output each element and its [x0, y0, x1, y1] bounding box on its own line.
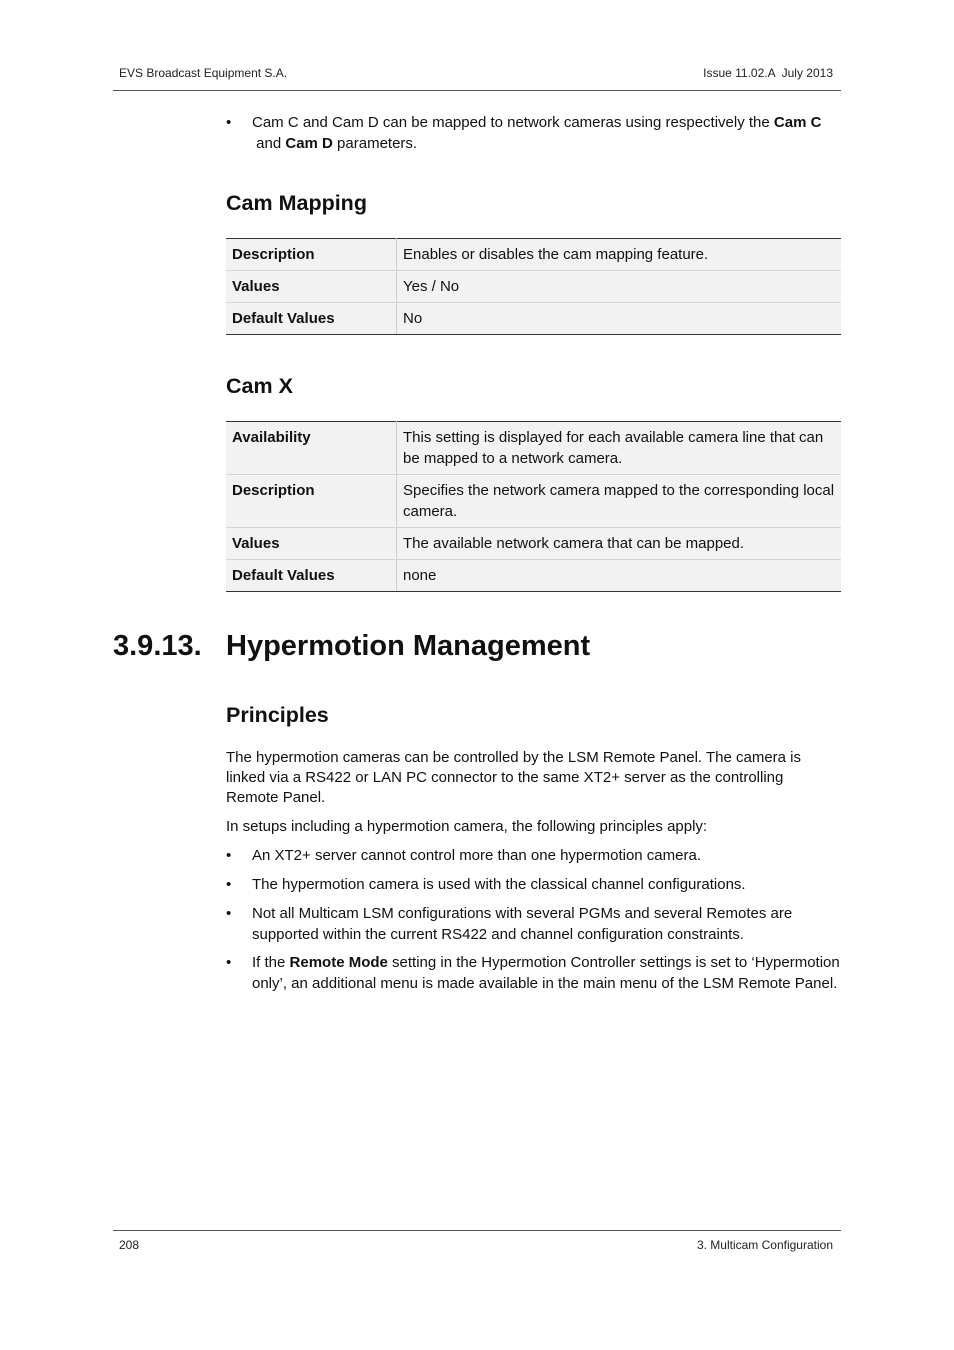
param-value: Specifies the network camera mapped to the corresponding local camera. [397, 475, 842, 528]
footer-page-number: 208 [119, 1238, 140, 1252]
bullet-mark: • [226, 847, 232, 864]
header-rule [113, 90, 841, 91]
table-row [226, 475, 841, 528]
principles-paragraph-1: The hypermotion cameras can be controlled by the LSM Remote Panel. The camera is linked via a RS422 or LAN PC connector to the same XT2+ server as the controlling Remote Panel. [226, 749, 802, 806]
param-value: Enables or disables the cam mapping feature. [397, 239, 842, 271]
param-value: No [397, 303, 842, 335]
table-row [226, 271, 841, 303]
last-bullet-text-a: If the [252, 954, 290, 971]
principles-heading: Principles [226, 703, 329, 727]
header-company: EVS Broadcast Equipment S.A. [119, 66, 288, 80]
footer-chapter: 3. Multicam Configuration [696, 1238, 833, 1252]
cam-mapping-heading: Cam Mapping [226, 191, 367, 215]
cam-mapping-table [226, 238, 841, 335]
list-item [252, 953, 844, 994]
table-row [226, 422, 841, 475]
param-value: The available network camera that can be mapped. [397, 528, 842, 560]
last-bullet-text-b: setting in the Hypermotion Controller settings is set to ‘Hypermotion only’, an additional menu is made available in the main menu of the LSM Remote Panel. [252, 954, 840, 992]
table-row [226, 239, 841, 271]
footer-rule [113, 1230, 841, 1231]
intro-bullet-text [252, 113, 844, 154]
principles-paragraph-2: In setups including a hypermotion camera, the following principles apply: [226, 818, 708, 835]
table-row [226, 528, 841, 560]
cam-x-table [226, 421, 841, 592]
param-key: Description [226, 239, 397, 271]
table-row [226, 560, 841, 592]
param-value: This setting is displayed for each available camera line that can be mapped to a network camera. [397, 422, 842, 475]
intro-text-c: parameters. [332, 134, 418, 152]
bullet-mark: • [226, 114, 232, 131]
param-value: Yes / No [397, 271, 842, 303]
section-number: 3.9.13. [113, 630, 202, 662]
bullet-mark: • [226, 954, 232, 971]
intro-text-a: Cam C and Cam D can be mapped to network cameras using respectively the [252, 114, 774, 131]
last-bullet-bold: Remote Mode [289, 954, 388, 971]
intro-bold-cam-c: Cam C [773, 114, 822, 131]
param-key: Availability [226, 422, 397, 475]
list-item: An XT2+ server cannot control more than one hypermotion camera. [252, 847, 701, 864]
param-key: Default Values [226, 560, 397, 592]
header-issue: Issue 11.02.A July 2013 [703, 66, 833, 80]
intro-bold-cam-d: Cam D [285, 134, 333, 152]
param-key: Values [226, 528, 397, 560]
intro-text-b: and [252, 134, 286, 152]
table-row [226, 303, 841, 335]
param-value: none [397, 560, 842, 592]
section-title: Hypermotion Management [226, 630, 591, 662]
list-item: The hypermotion camera is used with the classical channel configurations. [252, 876, 746, 893]
cam-x-heading: Cam X [226, 374, 293, 398]
param-key: Description [226, 475, 397, 528]
param-key: Values [226, 271, 397, 303]
bullet-mark: • [226, 905, 232, 922]
list-item: Not all Multicam LSM configurations with several PGMs and several Remotes are supported within the current RS422 and channel configuration constraints. [252, 905, 793, 943]
param-key: Default Values [226, 303, 397, 335]
bullet-mark: • [226, 876, 232, 893]
